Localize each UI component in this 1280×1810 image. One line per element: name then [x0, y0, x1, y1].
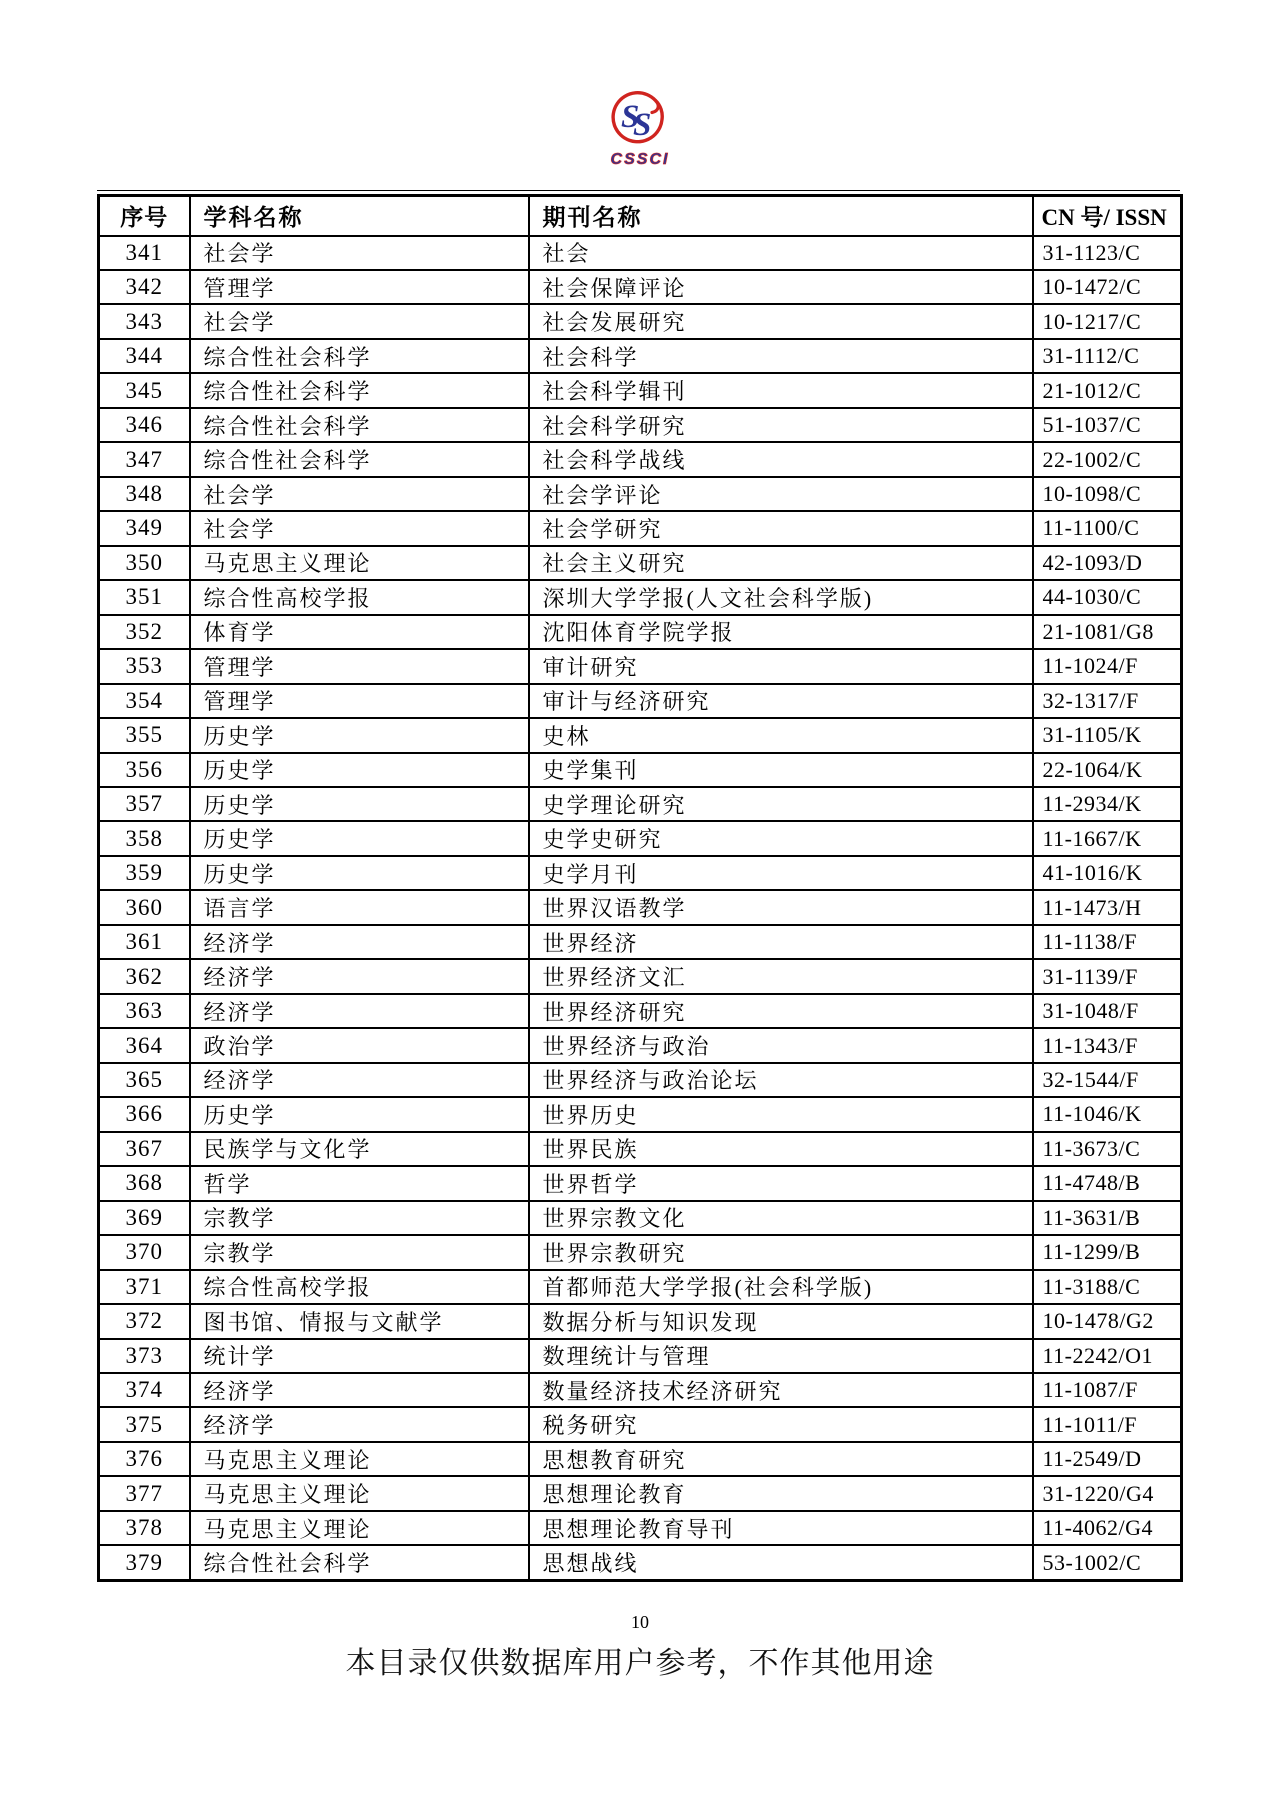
cell-discipline: 马克思主义理论: [190, 546, 529, 580]
cell-journal: 世界哲学: [529, 1166, 1033, 1200]
cell-cn: 10-1217/C: [1033, 304, 1182, 338]
cell-discipline: 马克思主义理论: [190, 1442, 529, 1476]
cell-journal: 史学史研究: [529, 821, 1033, 855]
cell-no: 363: [99, 994, 190, 1028]
cell-cn: 11-2242/O1: [1033, 1339, 1182, 1373]
table-row: [99, 270, 1182, 304]
table-header-row: [99, 196, 1182, 236]
cell-no: 356: [99, 753, 190, 787]
cell-cn: 41-1016/K: [1033, 856, 1182, 890]
cell-discipline: 历史学: [190, 821, 529, 855]
cell-journal: 沈阳体育学院学报: [529, 615, 1033, 649]
cell-discipline: 经济学: [190, 1373, 529, 1407]
table-row: [99, 1545, 1182, 1580]
cell-discipline: 经济学: [190, 994, 529, 1028]
cell-journal: 思想理论教育: [529, 1476, 1033, 1510]
cell-cn: 21-1081/G8: [1033, 615, 1182, 649]
cell-journal: 社会学研究: [529, 511, 1033, 545]
cell-cn: 32-1544/F: [1033, 1063, 1182, 1097]
table-row: [99, 856, 1182, 890]
cell-cn: 11-3631/B: [1033, 1201, 1182, 1235]
cell-journal: 世界经济研究: [529, 994, 1033, 1028]
cell-cn: 51-1037/C: [1033, 408, 1182, 442]
cell-journal: 世界历史: [529, 1097, 1033, 1131]
table-row: [99, 511, 1182, 545]
cell-discipline: 民族学与文化学: [190, 1132, 529, 1166]
cell-cn: 11-4748/B: [1033, 1166, 1182, 1200]
cell-cn: 31-1112/C: [1033, 339, 1182, 373]
cell-journal: 世界经济: [529, 925, 1033, 959]
cell-journal: 世界经济与政治: [529, 1028, 1033, 1062]
cell-cn: 11-1046/K: [1033, 1097, 1182, 1131]
cell-journal: 审计研究: [529, 649, 1033, 683]
cell-no: 346: [99, 408, 190, 442]
cell-no: 364: [99, 1028, 190, 1062]
cell-discipline: 社会学: [190, 511, 529, 545]
cell-discipline: 社会学: [190, 477, 529, 511]
table-row: [99, 890, 1182, 924]
table-row: [99, 994, 1182, 1028]
cell-cn: 32-1317/F: [1033, 684, 1182, 718]
cell-discipline: 图书馆、情报与文献学: [190, 1304, 529, 1338]
cell-no: 348: [99, 477, 190, 511]
cell-cn: 11-1087/F: [1033, 1373, 1182, 1407]
cell-no: 358: [99, 821, 190, 855]
journal-catalog-table: [97, 194, 1183, 1582]
cell-no: 342: [99, 270, 190, 304]
table-row: [99, 1028, 1182, 1062]
cell-discipline: 宗教学: [190, 1201, 529, 1235]
table-row: [99, 1063, 1182, 1097]
cell-no: 367: [99, 1132, 190, 1166]
column-header-discipline: 学科名称: [190, 196, 529, 236]
cell-discipline: 综合性社会科学: [190, 1545, 529, 1580]
cell-discipline: 历史学: [190, 856, 529, 890]
cell-cn: 31-1105/K: [1033, 718, 1182, 752]
cell-journal: 史学理论研究: [529, 787, 1033, 821]
table-row: [99, 1166, 1182, 1200]
cell-discipline: 综合性高校学报: [190, 580, 529, 614]
cell-discipline: 综合性社会科学: [190, 442, 529, 476]
table-row: [99, 339, 1182, 373]
cell-no: 349: [99, 511, 190, 545]
cell-no: 361: [99, 925, 190, 959]
cell-no: 354: [99, 684, 190, 718]
cssci-logo-mark: [611, 90, 669, 150]
cell-no: 341: [99, 236, 190, 270]
cell-discipline: 历史学: [190, 787, 529, 821]
cell-discipline: 综合性社会科学: [190, 373, 529, 407]
cell-no: 375: [99, 1407, 190, 1441]
cell-discipline: 综合性高校学报: [190, 1270, 529, 1304]
cell-journal: 社会保障评论: [529, 270, 1033, 304]
cell-cn: 11-4062/G4: [1033, 1511, 1182, 1545]
cell-cn: 11-1299/B: [1033, 1235, 1182, 1269]
cell-journal: 史学月刊: [529, 856, 1033, 890]
table-row: [99, 408, 1182, 442]
cell-journal: 社会发展研究: [529, 304, 1033, 338]
cell-cn: 11-2549/D: [1033, 1442, 1182, 1476]
cell-cn: 31-1048/F: [1033, 994, 1182, 1028]
cell-cn: 11-3673/C: [1033, 1132, 1182, 1166]
cell-discipline: 经济学: [190, 959, 529, 993]
cell-journal: 数据分析与知识发现: [529, 1304, 1033, 1338]
cell-cn: 11-1011/F: [1033, 1407, 1182, 1441]
cell-journal: 社会科学辑刊: [529, 373, 1033, 407]
cell-no: 355: [99, 718, 190, 752]
table-row: [99, 1476, 1182, 1510]
cell-cn: 11-1343/F: [1033, 1028, 1182, 1062]
cell-cn: 31-1123/C: [1033, 236, 1182, 270]
cell-journal: 史学集刊: [529, 753, 1033, 787]
table-row: [99, 304, 1182, 338]
cell-no: 378: [99, 1511, 190, 1545]
table-row: [99, 615, 1182, 649]
cell-discipline: 宗教学: [190, 1235, 529, 1269]
table-row: [99, 1339, 1182, 1373]
cell-journal: 深圳大学学报(人文社会科学版): [529, 580, 1033, 614]
cell-cn: 21-1012/C: [1033, 373, 1182, 407]
cell-no: 376: [99, 1442, 190, 1476]
cell-no: 369: [99, 1201, 190, 1235]
cell-discipline: 体育学: [190, 615, 529, 649]
table-row: [99, 1407, 1182, 1441]
table-row: [99, 236, 1182, 270]
cssci-logo-text: CSSCI: [610, 151, 670, 168]
column-header-no: 序号: [99, 196, 190, 236]
cell-no: 370: [99, 1235, 190, 1269]
cell-cn: 44-1030/C: [1033, 580, 1182, 614]
table-row: [99, 1097, 1182, 1131]
cell-discipline: 马克思主义理论: [190, 1476, 529, 1510]
cell-journal: 世界汉语教学: [529, 890, 1033, 924]
cell-cn: 11-3188/C: [1033, 1270, 1182, 1304]
table-row: [99, 442, 1182, 476]
cell-no: 353: [99, 649, 190, 683]
cell-no: 350: [99, 546, 190, 580]
table-row: [99, 1373, 1182, 1407]
table-row: [99, 580, 1182, 614]
table-row: [99, 718, 1182, 752]
cell-cn: 10-1098/C: [1033, 477, 1182, 511]
table-row: [99, 753, 1182, 787]
table-row: [99, 1304, 1182, 1338]
cell-no: 366: [99, 1097, 190, 1131]
cell-cn: 11-1024/F: [1033, 649, 1182, 683]
table-row: [99, 925, 1182, 959]
cell-no: 357: [99, 787, 190, 821]
cell-journal: 社会学评论: [529, 477, 1033, 511]
cell-journal: 世界宗教研究: [529, 1235, 1033, 1269]
cell-discipline: 经济学: [190, 1063, 529, 1097]
cell-no: 373: [99, 1339, 190, 1373]
cell-journal: 思想理论教育导刊: [529, 1511, 1033, 1545]
cell-cn: 31-1220/G4: [1033, 1476, 1182, 1510]
cell-discipline: 统计学: [190, 1339, 529, 1373]
table-row: [99, 1270, 1182, 1304]
cell-discipline: 社会学: [190, 236, 529, 270]
cell-no: 344: [99, 339, 190, 373]
cell-journal: 思想教育研究: [529, 1442, 1033, 1476]
page-number: 10: [631, 1612, 649, 1632]
cell-journal: 社会科学: [529, 339, 1033, 373]
cell-discipline: 管理学: [190, 649, 529, 683]
cell-journal: 社会科学战线: [529, 442, 1033, 476]
table-row: [99, 959, 1182, 993]
cell-cn: 11-2934/K: [1033, 787, 1182, 821]
cell-no: 374: [99, 1373, 190, 1407]
table-row: [99, 1201, 1182, 1235]
cell-journal: 数量经济技术经济研究: [529, 1373, 1033, 1407]
cell-cn: 11-1100/C: [1033, 511, 1182, 545]
cell-no: 377: [99, 1476, 190, 1510]
column-header-cn-issn: CN 号/ ISSN: [1033, 196, 1182, 236]
cell-no: 343: [99, 304, 190, 338]
cell-cn: 10-1478/G2: [1033, 1304, 1182, 1338]
table-row: [99, 477, 1182, 511]
cell-discipline: 管理学: [190, 684, 529, 718]
table-row: [99, 787, 1182, 821]
cell-discipline: 管理学: [190, 270, 529, 304]
cell-no: 347: [99, 442, 190, 476]
cell-no: 351: [99, 580, 190, 614]
cell-discipline: 马克思主义理论: [190, 1511, 529, 1545]
cell-discipline: 哲学: [190, 1166, 529, 1200]
cell-no: 362: [99, 959, 190, 993]
cssci-logo: [595, 90, 685, 169]
cell-journal: 审计与经济研究: [529, 684, 1033, 718]
cell-discipline: 历史学: [190, 718, 529, 752]
cell-discipline: 经济学: [190, 925, 529, 959]
cell-discipline: 历史学: [190, 1097, 529, 1131]
table-row: [99, 1442, 1182, 1476]
cell-journal: 社会: [529, 236, 1033, 270]
table-top-rule: [97, 190, 1180, 191]
table-row: [99, 1235, 1182, 1269]
logo-s2-icon: S: [633, 107, 652, 143]
cell-journal: 社会主义研究: [529, 546, 1033, 580]
cell-journal: 社会科学研究: [529, 408, 1033, 442]
cell-discipline: 政治学: [190, 1028, 529, 1062]
cell-cn: 22-1002/C: [1033, 442, 1182, 476]
table-row: [99, 1132, 1182, 1166]
cell-cn: 31-1139/F: [1033, 959, 1182, 993]
cell-no: 372: [99, 1304, 190, 1338]
table-row: [99, 1511, 1182, 1545]
cell-journal: 世界民族: [529, 1132, 1033, 1166]
cell-cn: 11-1138/F: [1033, 925, 1182, 959]
logo-s1-icon: S: [621, 99, 640, 135]
cell-journal: 首都师范大学学报(社会科学版): [529, 1270, 1033, 1304]
cell-journal: 世界宗教文化: [529, 1201, 1033, 1235]
cell-cn: 42-1093/D: [1033, 546, 1182, 580]
logo-swoosh-icon: [652, 101, 658, 113]
cell-no: 360: [99, 890, 190, 924]
table-row: [99, 821, 1182, 855]
column-header-journal: 期刊名称: [529, 196, 1033, 236]
cell-discipline: 综合性社会科学: [190, 408, 529, 442]
table-row: [99, 373, 1182, 407]
cell-cn: 11-1473/H: [1033, 890, 1182, 924]
cell-no: 371: [99, 1270, 190, 1304]
cell-discipline: 综合性社会科学: [190, 339, 529, 373]
cell-cn: 11-1667/K: [1033, 821, 1182, 855]
cell-discipline: 社会学: [190, 304, 529, 338]
cell-cn: 53-1002/C: [1033, 1545, 1182, 1580]
cell-journal: 史林: [529, 718, 1033, 752]
cell-no: 345: [99, 373, 190, 407]
cell-no: 379: [99, 1545, 190, 1580]
cell-journal: 思想战线: [529, 1545, 1033, 1580]
cell-discipline: 语言学: [190, 890, 529, 924]
cell-discipline: 经济学: [190, 1407, 529, 1441]
table-row: [99, 546, 1182, 580]
cell-no: 359: [99, 856, 190, 890]
cell-discipline: 历史学: [190, 753, 529, 787]
cell-cn: 22-1064/K: [1033, 753, 1182, 787]
cell-cn: 10-1472/C: [1033, 270, 1182, 304]
cell-journal: 世界经济文汇: [529, 959, 1033, 993]
footer-note: 本目录仅供数据库用户参考，不作其他用途: [345, 1647, 935, 1680]
table-row: [99, 684, 1182, 718]
cell-journal: 税务研究: [529, 1407, 1033, 1441]
cell-no: 365: [99, 1063, 190, 1097]
cell-no: 352: [99, 615, 190, 649]
table-row: [99, 649, 1182, 683]
cell-no: 368: [99, 1166, 190, 1200]
cell-journal: 数理统计与管理: [529, 1339, 1033, 1373]
cell-journal: 世界经济与政治论坛: [529, 1063, 1033, 1097]
